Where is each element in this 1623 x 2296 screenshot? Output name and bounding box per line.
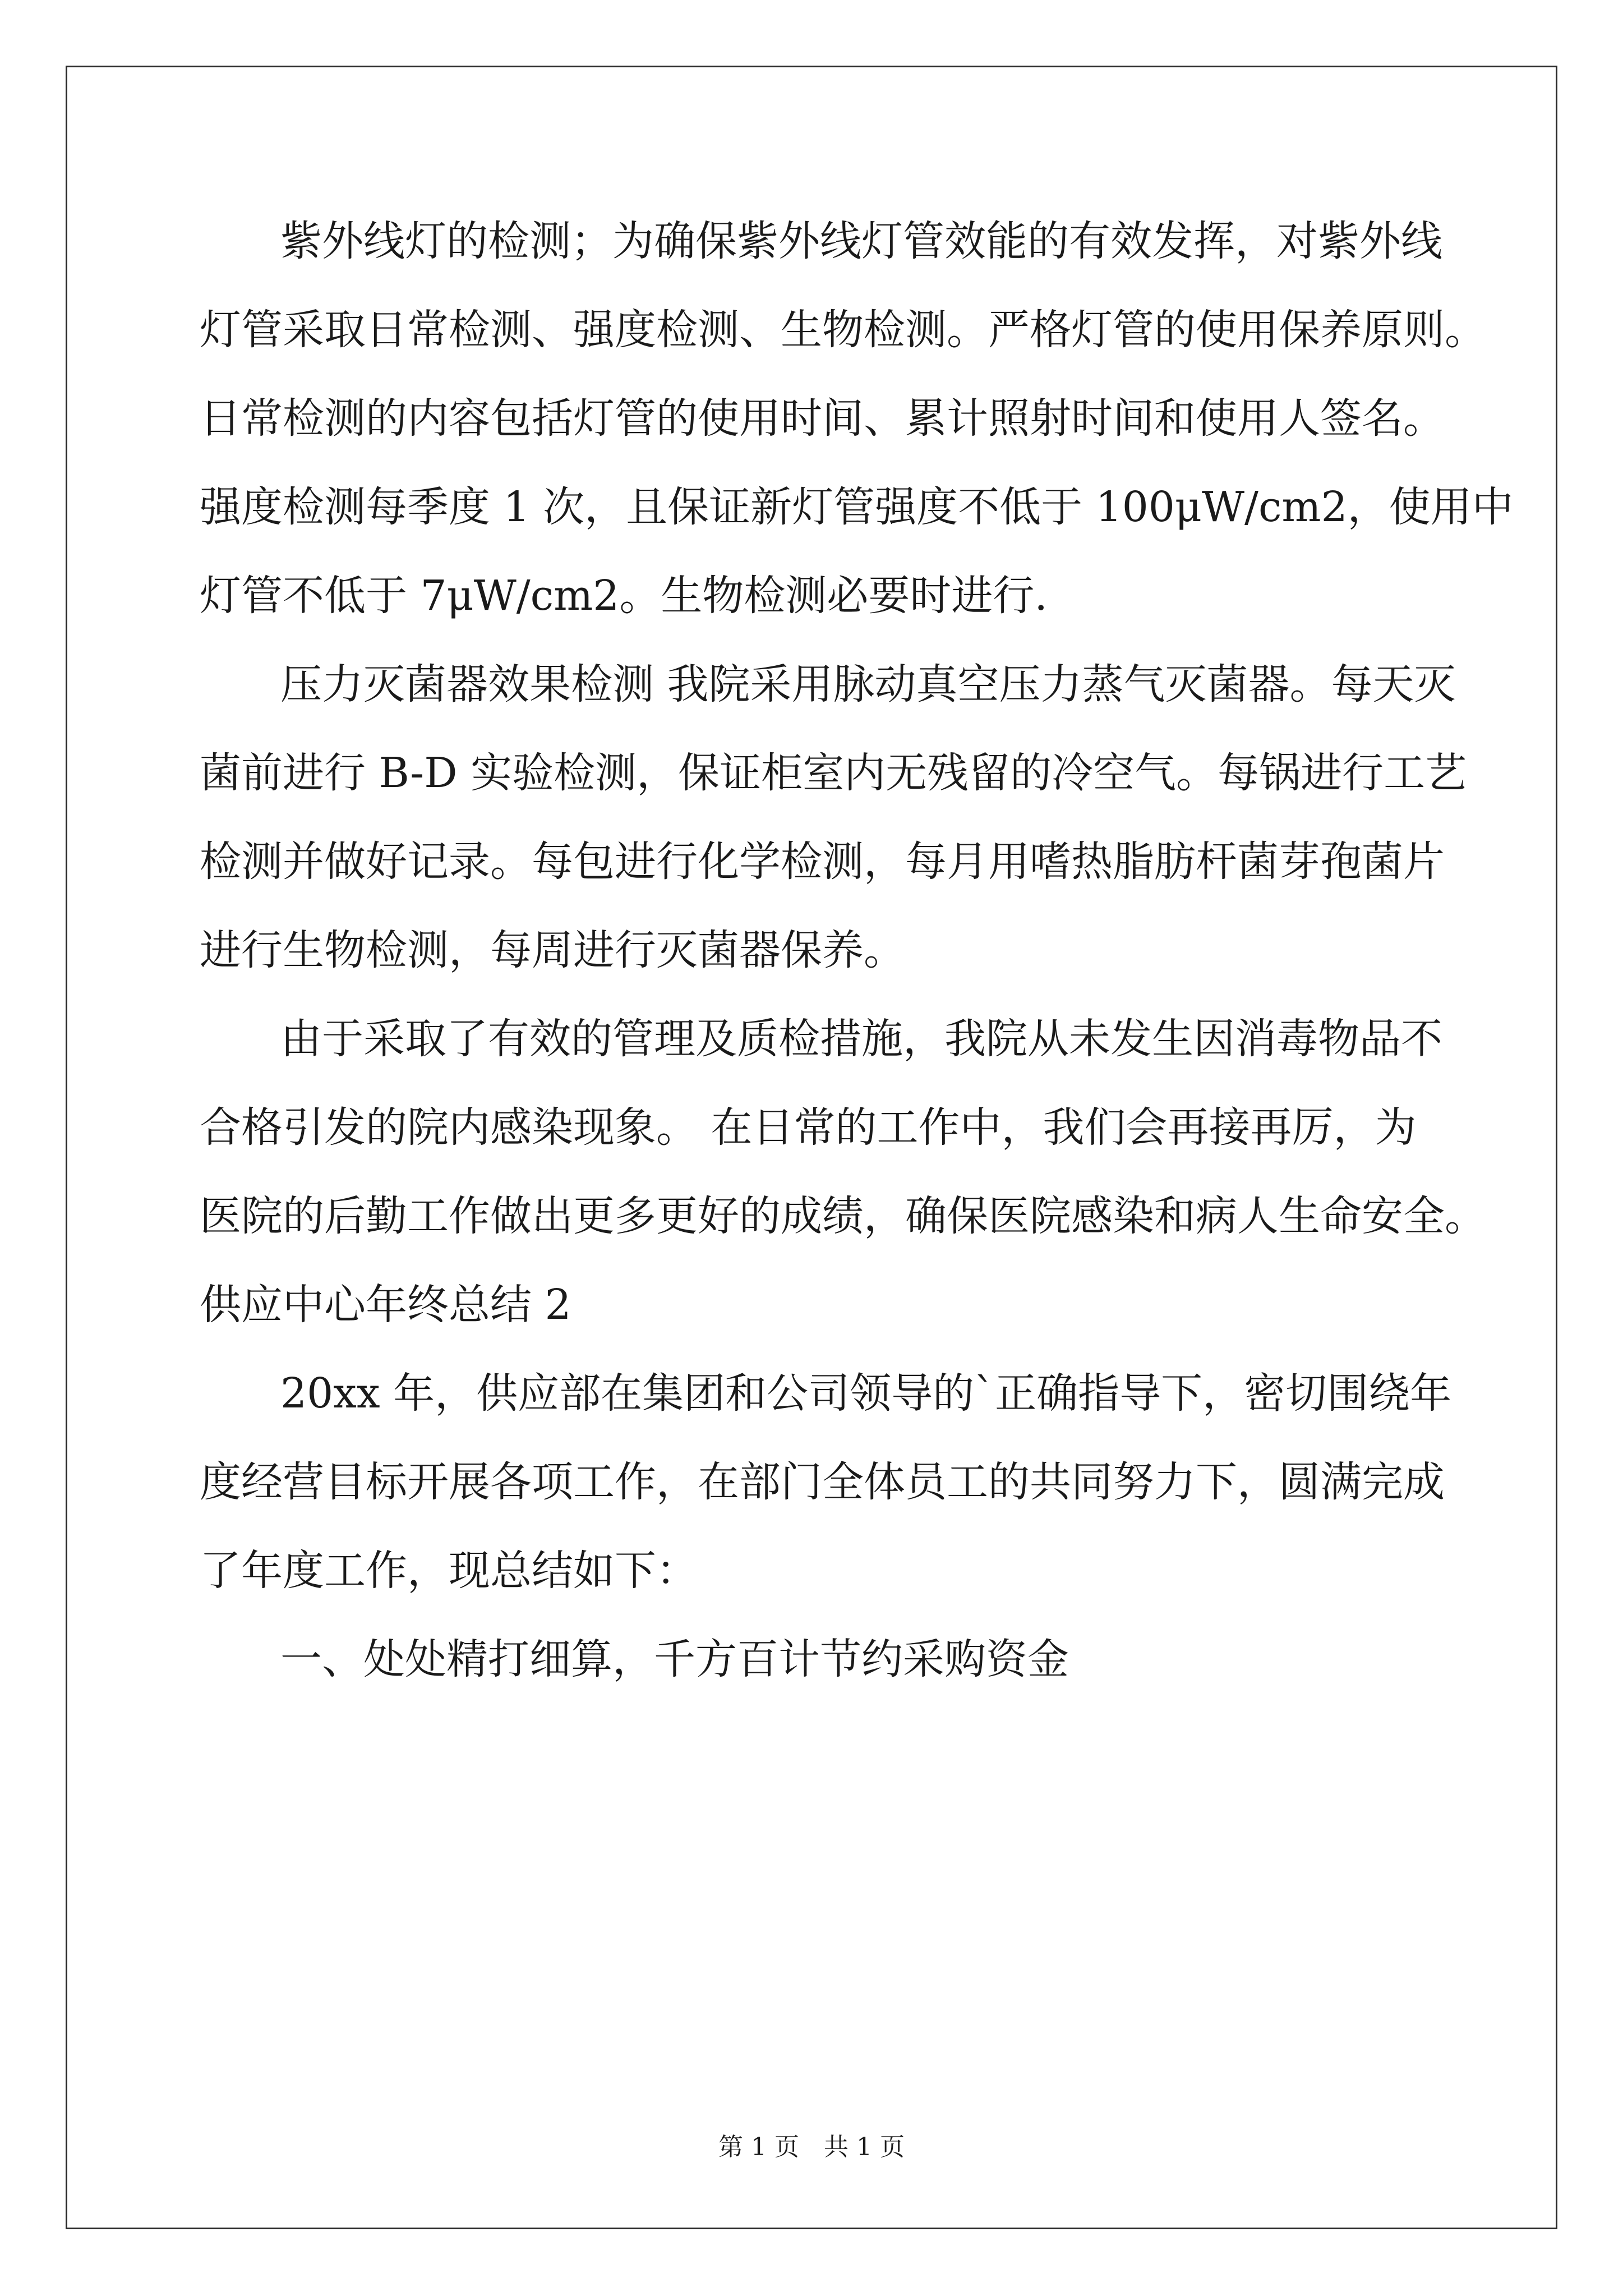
page-number-current: 第 1 页 — [718, 2133, 799, 2161]
paragraph-2-line-3: 检测并做好记录。每包进行化学检测，每月用嗜热脂肪杆菌芽孢菌片 — [200, 838, 1445, 886]
paragraph-3-line-2: 合格引发的院内感染现象。 在日常的工作中，我们会再接再厉，为 — [200, 1103, 1417, 1152]
paragraph-1-line-3: 日常检测的内容包括灯管的使用时间、累计照射时间和使用人签名。 — [200, 394, 1445, 443]
paragraph-1-line-2: 灯管采取日常检测、强度检测、生物检测。严格灯管的使用保养原则。 — [200, 306, 1486, 354]
paragraph-3-line-3: 医院的后勤工作做出更多更好的成绩，确保医院感染和病人生命安全。 — [200, 1192, 1486, 1240]
paragraph-4-line-1: 20xx 年，供应部在集团和公司领导的`正确指导下，密切围绕年 — [280, 1369, 1452, 1418]
paragraph-1-line-4: 强度检测每季度 1 次，且保证新灯管强度不低于 100μW/cm2，使用中 — [200, 483, 1514, 531]
page-footer — [0, 2131, 1623, 2164]
paragraph-3-line-1: 由于采取了有效的管理及质检措施，我院从未发生因消毒物品不 — [280, 1015, 1442, 1063]
page-number-total: 共 1 页 — [824, 2133, 905, 2161]
paragraph-1-line-1: 紫外线灯的检测；为确保紫外线灯管效能的有效发挥，对紫外线 — [280, 217, 1442, 265]
paragraph-4-line-3: 了年度工作，现总结如下： — [200, 1547, 698, 1595]
subsection-heading: 一、处处精打细算，千方百计节约采购资金 — [280, 1635, 1069, 1683]
paragraph-2-line-2: 菌前进行 B-D 实验检测，保证柜室内无残留的冷空气。每锅进行工艺 — [200, 749, 1467, 797]
paragraph-2-line-1: 压力灭菌器效果检测 我院采用脉动真空压力蒸气灭菌器。每天灭 — [280, 660, 1456, 708]
paragraph-1-line-5: 灯管不低于 7μW/cm2。生物检测必要时进行. — [200, 572, 1048, 620]
section-heading: 供应中心年终总结 2 — [200, 1281, 571, 1329]
paragraph-2-line-4: 进行生物检测，每周进行灭菌器保养。 — [200, 926, 905, 974]
paragraph-4-line-2: 度经营目标开展各项工作，在部门全体员工的共同努力下，圆满完成 — [200, 1458, 1445, 1506]
